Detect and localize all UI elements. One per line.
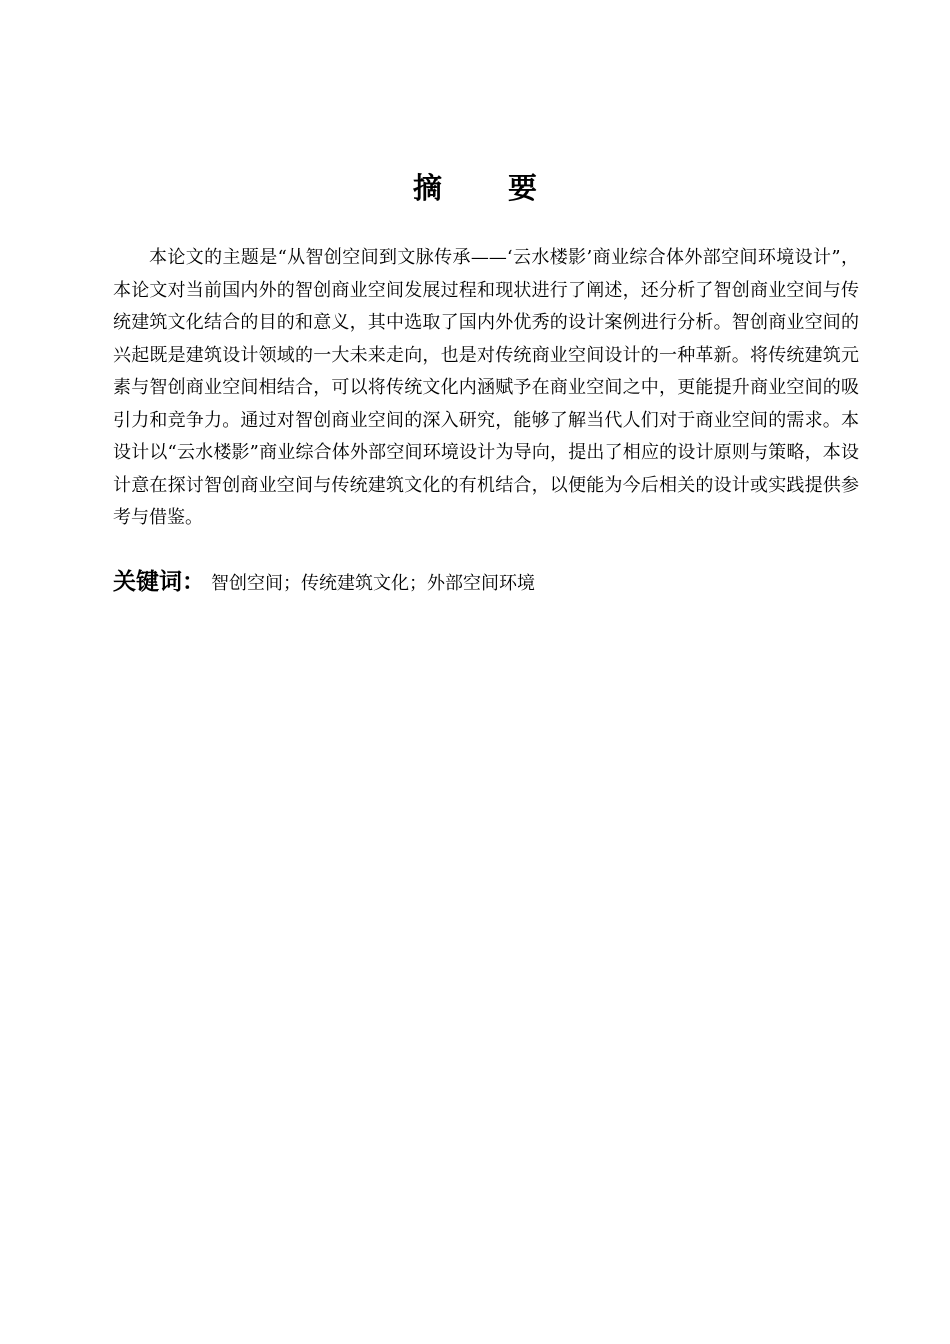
keywords-values: 智创空间；传统建筑文化；外部空间环境 <box>211 573 535 594</box>
keywords-label: 关键词 <box>113 569 182 595</box>
keywords-colon: ： <box>182 569 205 595</box>
abstract-title: 摘 要 <box>412 171 566 205</box>
keywords-line <box>113 562 859 604</box>
abstract-body: 本论文的主题是“从智创空间到文脉传承——‘云水楼影’商业综合体外部空间环境设计”，本论文对当前国内外的智创商业空间发展过程和现状进行了阐述，还分析了智创商业空间与传统建筑文化结合的目的和意义，其中选取了国内外优秀的设计案例进行分析。智创商业空间的兴起既是建筑设计领域的一大未来走向，也是对传统商业空间设计的一种革新。将传统建筑元素与智创商业空间相结合，可以将传统文化内涵赋予在商业空间之中，更能提升商业空间的吸引力和竞争力。通过对智创商业空间的深入研究，能够了解当代人们对于商业空间的需求。本设计以“云水楼影”商业综合体外部空间环境设计为导向，提出了相应的设计原则与策略，本设计意在探讨智创商业空间与传统建筑文化的有机结合，以便能为今后相关的设计或实践提供参考与借鉴。 <box>113 247 859 528</box>
